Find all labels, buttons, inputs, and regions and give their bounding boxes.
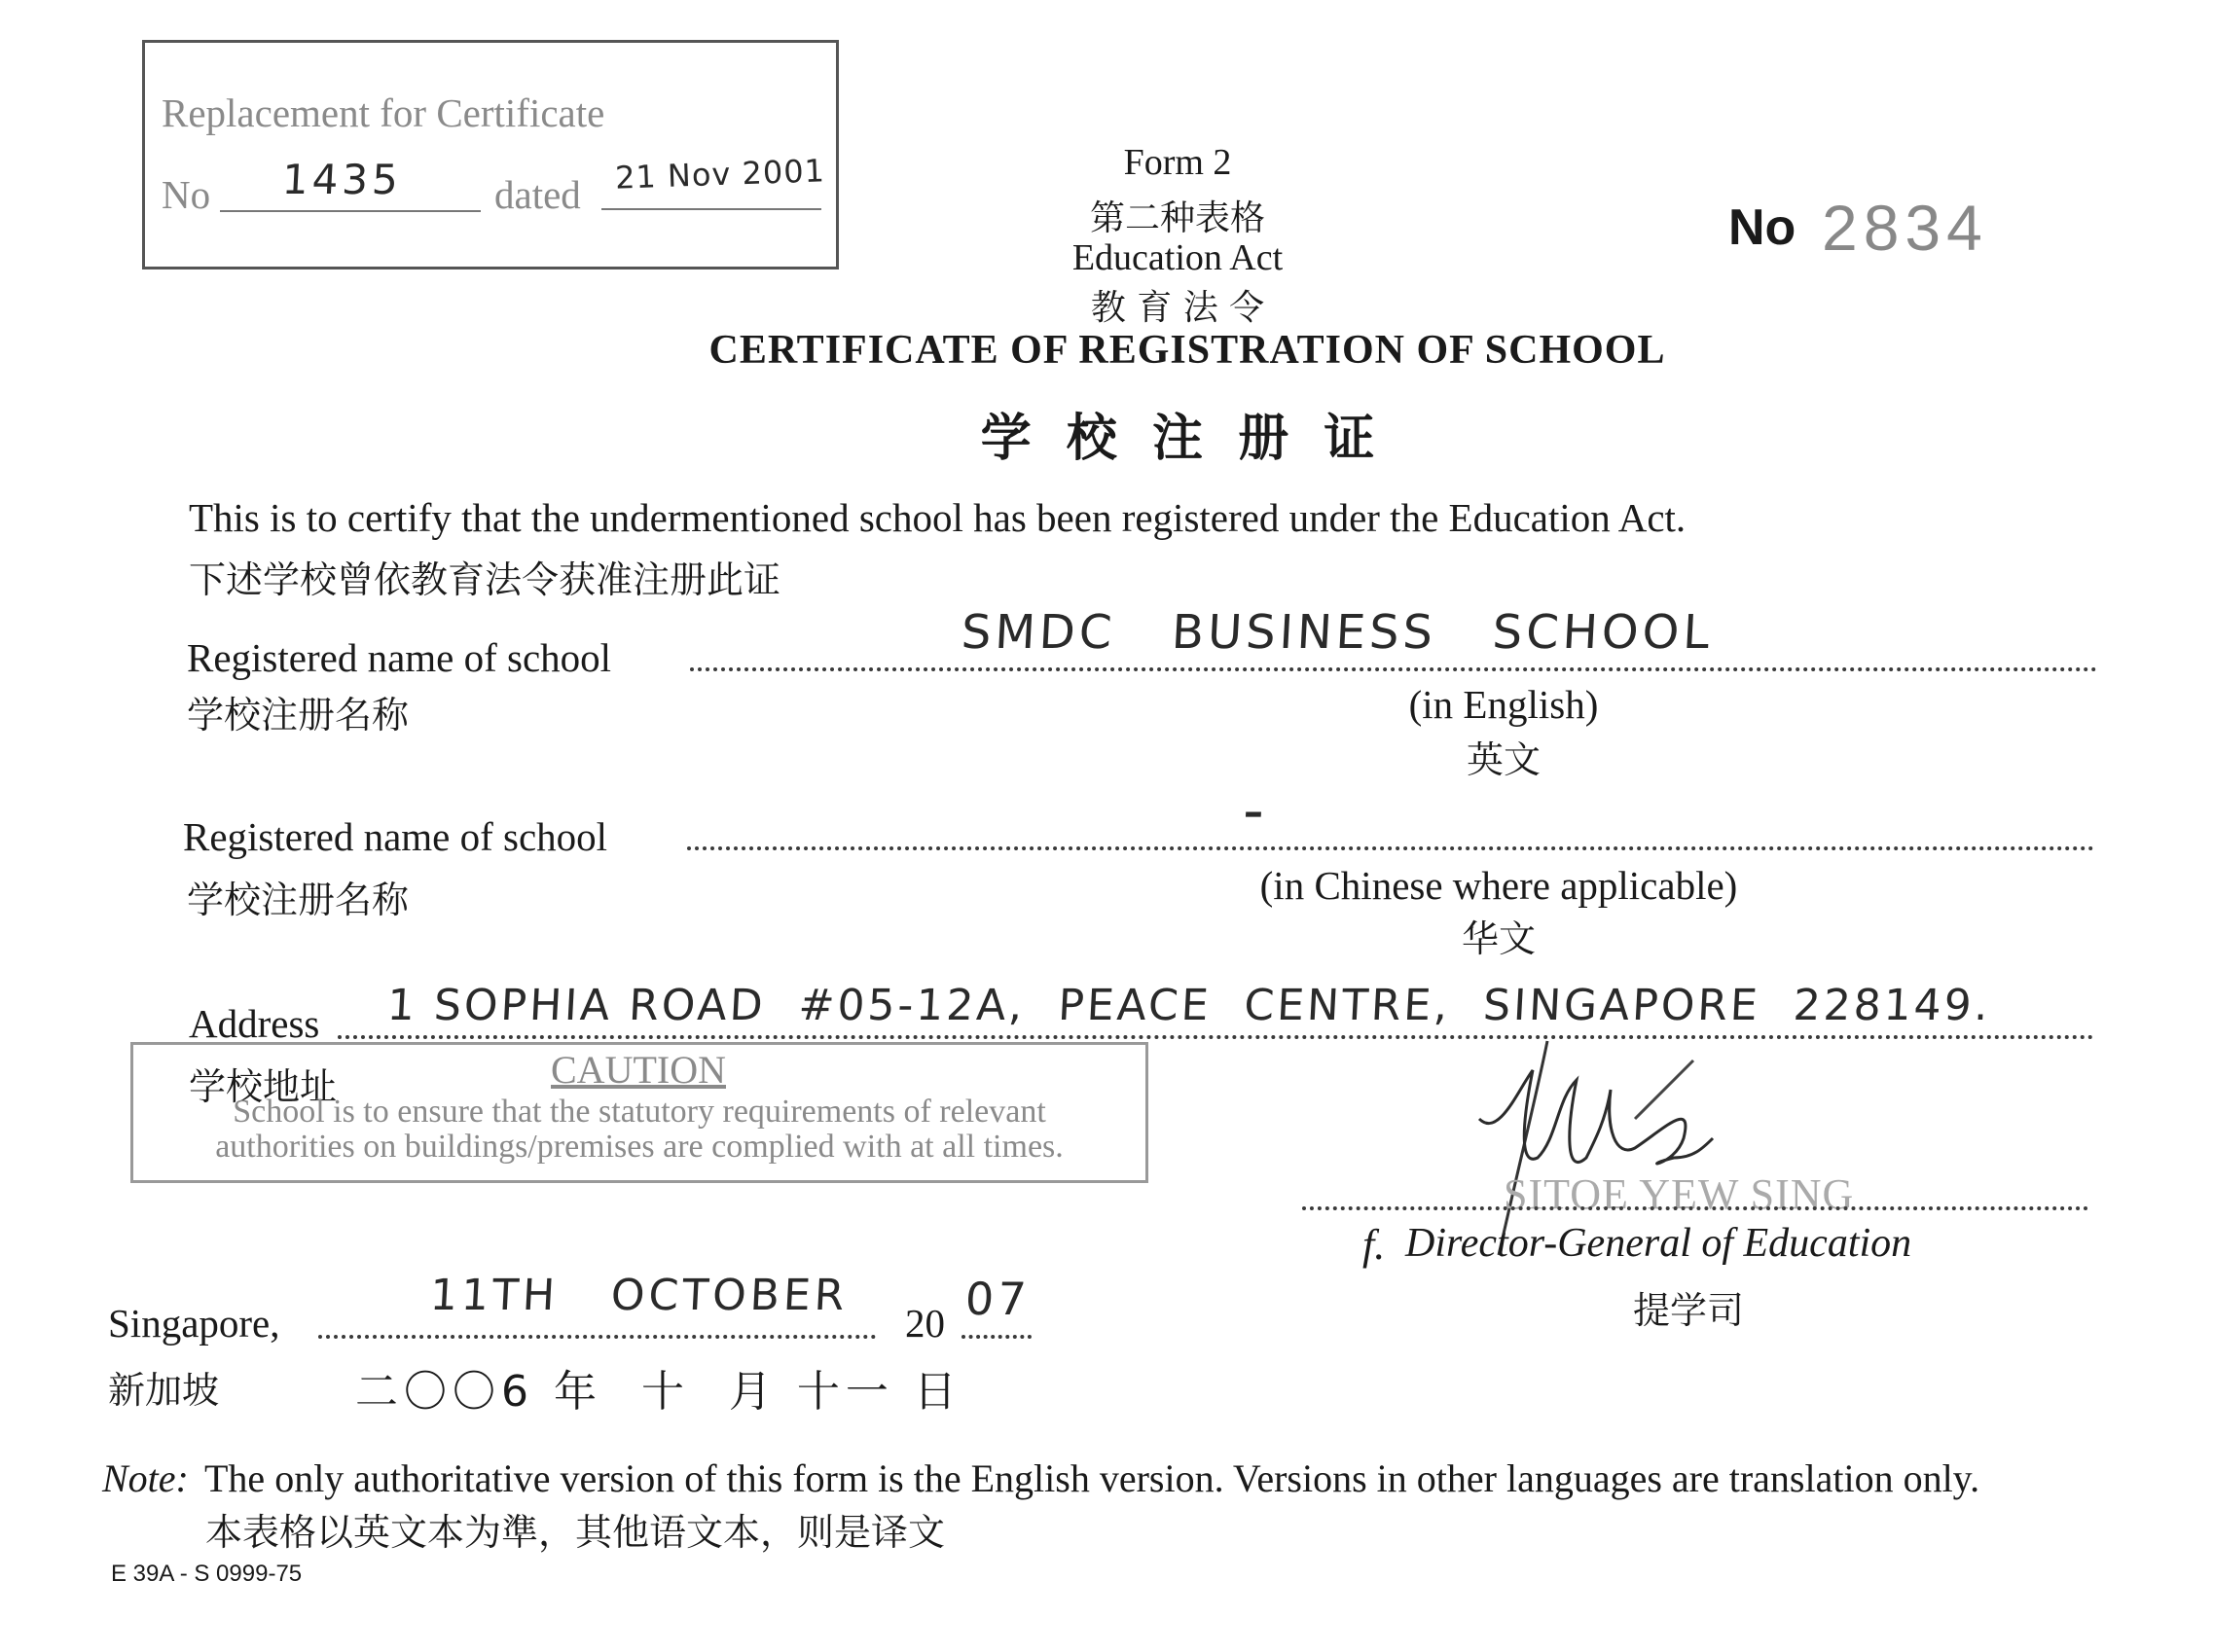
replacement-dated-line — [601, 208, 821, 210]
caution-title: CAUTION — [551, 1048, 726, 1092]
address-value: 1 SOPHIA ROAD #05-12A, PEACE CENTRE, SINGAPORE 228149. — [385, 981, 1993, 1030]
replacement-dated-value: 21 Nov 2001 — [614, 152, 826, 197]
signatory-role-cn: 提学司 — [1632, 1289, 1744, 1332]
date-dotted-line — [318, 1335, 876, 1339]
signatory-role: Director-General of Education — [1405, 1221, 1912, 1266]
name-cn-label: Registered name of school — [183, 814, 608, 859]
act-name: Education Act — [1071, 237, 1284, 278]
note-label: Note: — [102, 1456, 189, 1500]
replacement-no-label: No — [162, 172, 211, 217]
certificate-title-cn: 学 校 注 册 证 — [980, 410, 1375, 468]
date-cn: 二〇〇6 年 十 月 十一 日 — [355, 1367, 962, 1417]
date-year-dotted-line — [961, 1335, 1032, 1339]
date-year-suffix: 07 — [963, 1273, 1032, 1325]
name-en-hint-cn: 英文 — [1466, 738, 1541, 781]
name-cn-label-cn: 学校注册名称 — [187, 879, 410, 921]
certificate-title: CERTIFICATE OF REGISTRATION OF SCHOOL — [708, 328, 1666, 373]
caution-line-2: authorities on buildings/premises are complied with at all times. — [215, 1129, 1064, 1165]
certify-statement-cn: 下述学校曾依教育法令获准注册此证 — [189, 558, 781, 601]
note-text: The only authoritative version of this form is the English version. Versions in other languages are translation only. — [204, 1456, 1980, 1500]
form-number-cn: 第二种表格 — [1089, 198, 1265, 238]
name-cn-hint-cn: 华文 — [1461, 917, 1536, 960]
act-name-cn: 教 育 法 令 — [1090, 288, 1265, 328]
signature-prefix: f. — [1362, 1221, 1386, 1269]
caution-line-1: School is to ensure that the statutory requirements of relevant — [233, 1094, 1046, 1130]
date-year-prefix: 20 — [905, 1301, 945, 1346]
form-code: E 39A - S 0999-75 — [111, 1561, 303, 1587]
replacement-dated-label: dated — [494, 172, 581, 217]
address-label: Address — [189, 1001, 320, 1046]
name-cn-dotted-line — [687, 846, 2094, 850]
replacement-title: Replacement for Certificate — [162, 90, 605, 135]
name-en-hint: (in English) — [1408, 682, 1599, 727]
name-cn-hint: (in Chinese where applicable) — [1259, 863, 1738, 908]
date-day-month: 11TH OCTOBER — [428, 1271, 850, 1320]
name-cn-value: – — [1242, 790, 1269, 835]
date-place-cn: 新加坡 — [108, 1369, 220, 1412]
signature-dotted-line — [1302, 1206, 2088, 1210]
note-text-cn: 本表格以英文本为準，其他语文本，则是译文 — [205, 1511, 946, 1554]
replacement-no-value: 1435 — [280, 156, 404, 203]
form-number: Form 2 — [1123, 142, 1232, 183]
replacement-no-line — [220, 210, 481, 212]
name-en-dotted-line — [690, 667, 2097, 671]
certify-statement: This is to certify that the undermentioned school has been registered under the Education Act. — [189, 495, 1687, 540]
signatory-name: SITOE YEW SING — [1504, 1170, 1855, 1218]
date-place: Singapore, — [108, 1301, 280, 1346]
name-en-value: SMDC BUSINESS SCHOOL — [960, 605, 1715, 660]
name-en-label: Registered name of school — [187, 635, 612, 680]
name-en-label-cn: 学校注册名称 — [187, 694, 410, 736]
serial-label: No — [1728, 199, 1796, 256]
address-label-cn: 学校地址 — [189, 1065, 338, 1108]
serial-number: 2834 — [1822, 192, 1988, 264]
